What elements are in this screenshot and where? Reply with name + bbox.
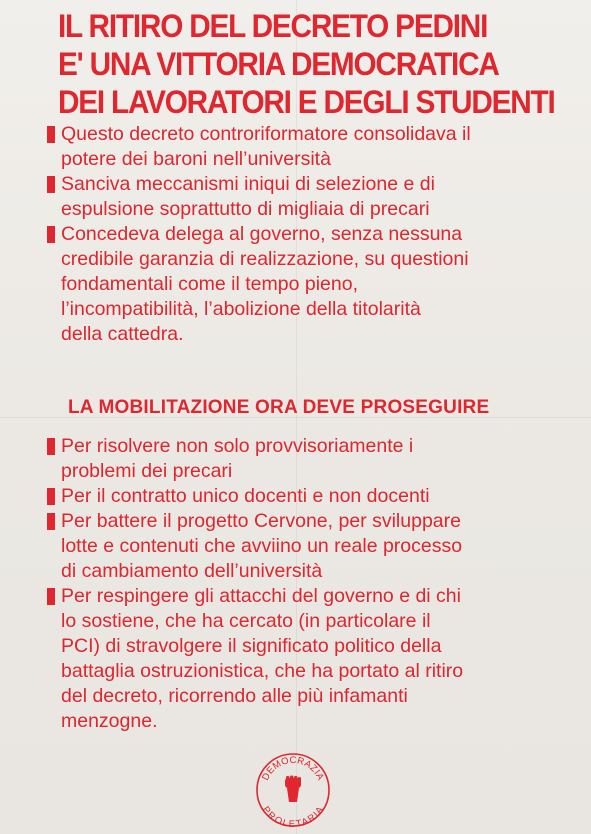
list-item — [47, 584, 567, 734]
item-text-line: Per battere il progetto Cervone, per sviluppare — [61, 510, 461, 532]
title-line: IL RITIRO DEL DECRETO PEDINI — [58, 8, 488, 44]
fist-icon — [285, 776, 301, 803]
item-text-line: PCI) di stravolgere il significato politico della — [61, 635, 442, 657]
points-list-reasons — [47, 122, 567, 347]
poster-title — [58, 7, 555, 121]
list-item — [47, 122, 567, 172]
item-text-line: Sanciva meccanismi iniqui di selezione e di — [61, 173, 435, 195]
list-item — [47, 509, 567, 584]
square-bullet-icon — [47, 588, 55, 605]
square-bullet-icon — [47, 126, 55, 143]
list-item — [47, 222, 567, 347]
item-text-line: Concedeva delega al governo, senza nessuna — [61, 223, 463, 245]
subheading: LA MOBILITAZIONE ORA DEVE PROSEGUIRE — [68, 397, 490, 418]
item-text-line: lotte e contenuti che avviino un reale processo — [61, 535, 463, 557]
item-text-line: battaglia ostruzionistica, che ha portato al ritiro — [61, 660, 464, 682]
item-text-line: credibile garanzia di realizzazione, su questioni — [61, 248, 469, 270]
points-list-goals — [47, 434, 567, 734]
item-text-line: Per il contratto unico docenti e non docenti — [61, 485, 430, 507]
logo-text-bottom: PROLETARIA — [259, 804, 327, 828]
square-bullet-icon — [47, 488, 55, 505]
list-item — [47, 434, 567, 484]
item-text-line: Questo decreto controriformatore consolidava il — [61, 123, 471, 145]
item-text-line: problemi dei precari — [61, 460, 233, 482]
title-line: E' UNA VITTORIA DEMOCRATICA — [58, 46, 499, 82]
square-bullet-icon — [47, 513, 55, 530]
democrazia-proletaria-logo — [255, 752, 331, 828]
title-line: DEI LAVORATORI E DEGLI STUDENTI — [58, 84, 555, 120]
square-bullet-icon — [47, 176, 55, 193]
square-bullet-icon — [47, 438, 55, 455]
item-text-line: fondamentali come il tempo pieno, — [61, 273, 359, 295]
item-text-line: della cattedra. — [61, 323, 184, 345]
item-text-line: potere dei baroni nell’università — [61, 148, 331, 170]
list-item — [47, 172, 567, 222]
item-text-line: del decreto, ricorrendo alle più infamanti — [61, 685, 408, 707]
square-bullet-icon — [47, 226, 55, 243]
list-item — [47, 484, 567, 509]
logo-text-top: DEMOCRAZIA — [260, 754, 326, 783]
item-text-line: menzogne. — [61, 710, 158, 732]
item-text-line: lo sostiene, che ha cercato (in particolare il — [61, 610, 431, 632]
item-text-line: di cambiamento dell’università — [61, 560, 323, 582]
item-text-line: Per respingere gli attacchi del governo e di chi — [61, 585, 461, 607]
item-text-line: Per risolvere non solo provvisoriamente i — [61, 435, 414, 457]
item-text-line: espulsione soprattutto di migliaia di precari — [61, 198, 430, 220]
item-text-line: l’incompatibilità, l’abolizione della titolarità — [61, 298, 421, 320]
